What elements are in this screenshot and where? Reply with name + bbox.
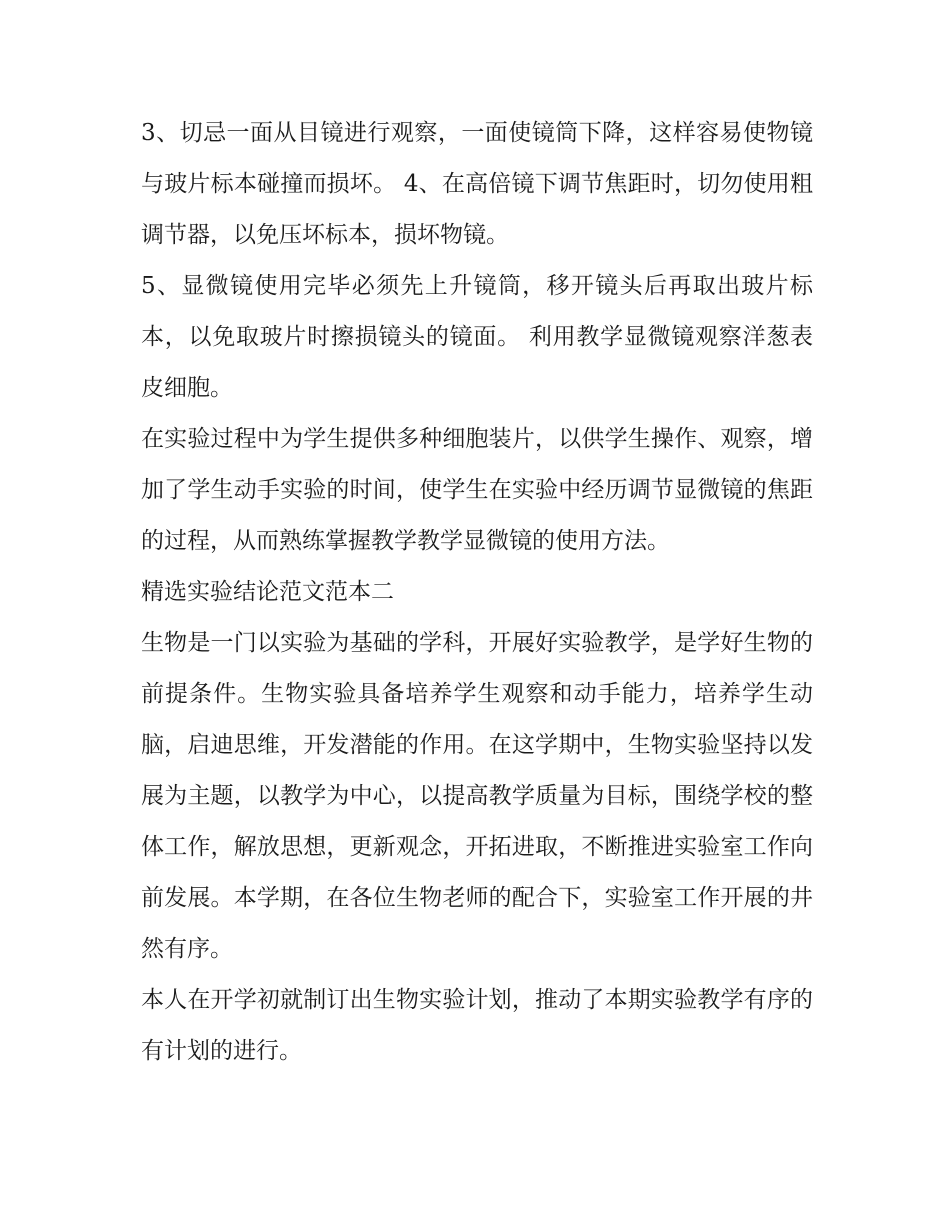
- para-microscope-caution-5: 5、显微镜使用完毕必须先上升镜筒，移开镜头后再取出玻片标本，以免取玻片时擦损镜头的镜面。 利用教学显微镜观察洋葱表皮细胞。: [141, 273, 813, 401]
- para-microscope-cautions-3-4: 3、切忌一面从目镜进行观察，一面使镜筒下降，这样容易使物镜与玻片标本碰撞而损坏。 4、在高倍镜下调节焦距时，切勿使用粗调节器，以免压坏标本，损坏物镜。: [141, 120, 813, 248]
- document-body: [141, 108, 813, 1077]
- para-experiment-process: 在实验过程中为学生提供多种细胞装片，以供学生操作、观察，增加了学生动手实验的时间，使学生在实验中经历调节显微镜的焦距的过程，从而熟练掌握教学教学显微镜的使用方法。: [141, 426, 813, 554]
- section-heading-sample-two: 精选实验结论范文范本二: [141, 579, 394, 605]
- para-experiment-plan: 本人在开学初就制订出生物实验计划，推动了本期实验教学有序的有计划的进行。: [141, 987, 813, 1064]
- para-biology-intro: 生物是一门以实验为基础的学科，开展好实验教学，是学好生物的前提条件。生物实验具备培养学生观察和动手能力，培养学生动脑，启迪思维，开发潜能的作用。在这学期中，生物实验坚持以发展为主题，以教学为中心，以提高教学质量为目标，围绕学校的整体工作，解放思想，更新观念，开拓进取，不断推进实验室工作向前发展。本学期，在各位生物老师的配合下，实验室工作开展的井然有序。: [141, 630, 813, 962]
